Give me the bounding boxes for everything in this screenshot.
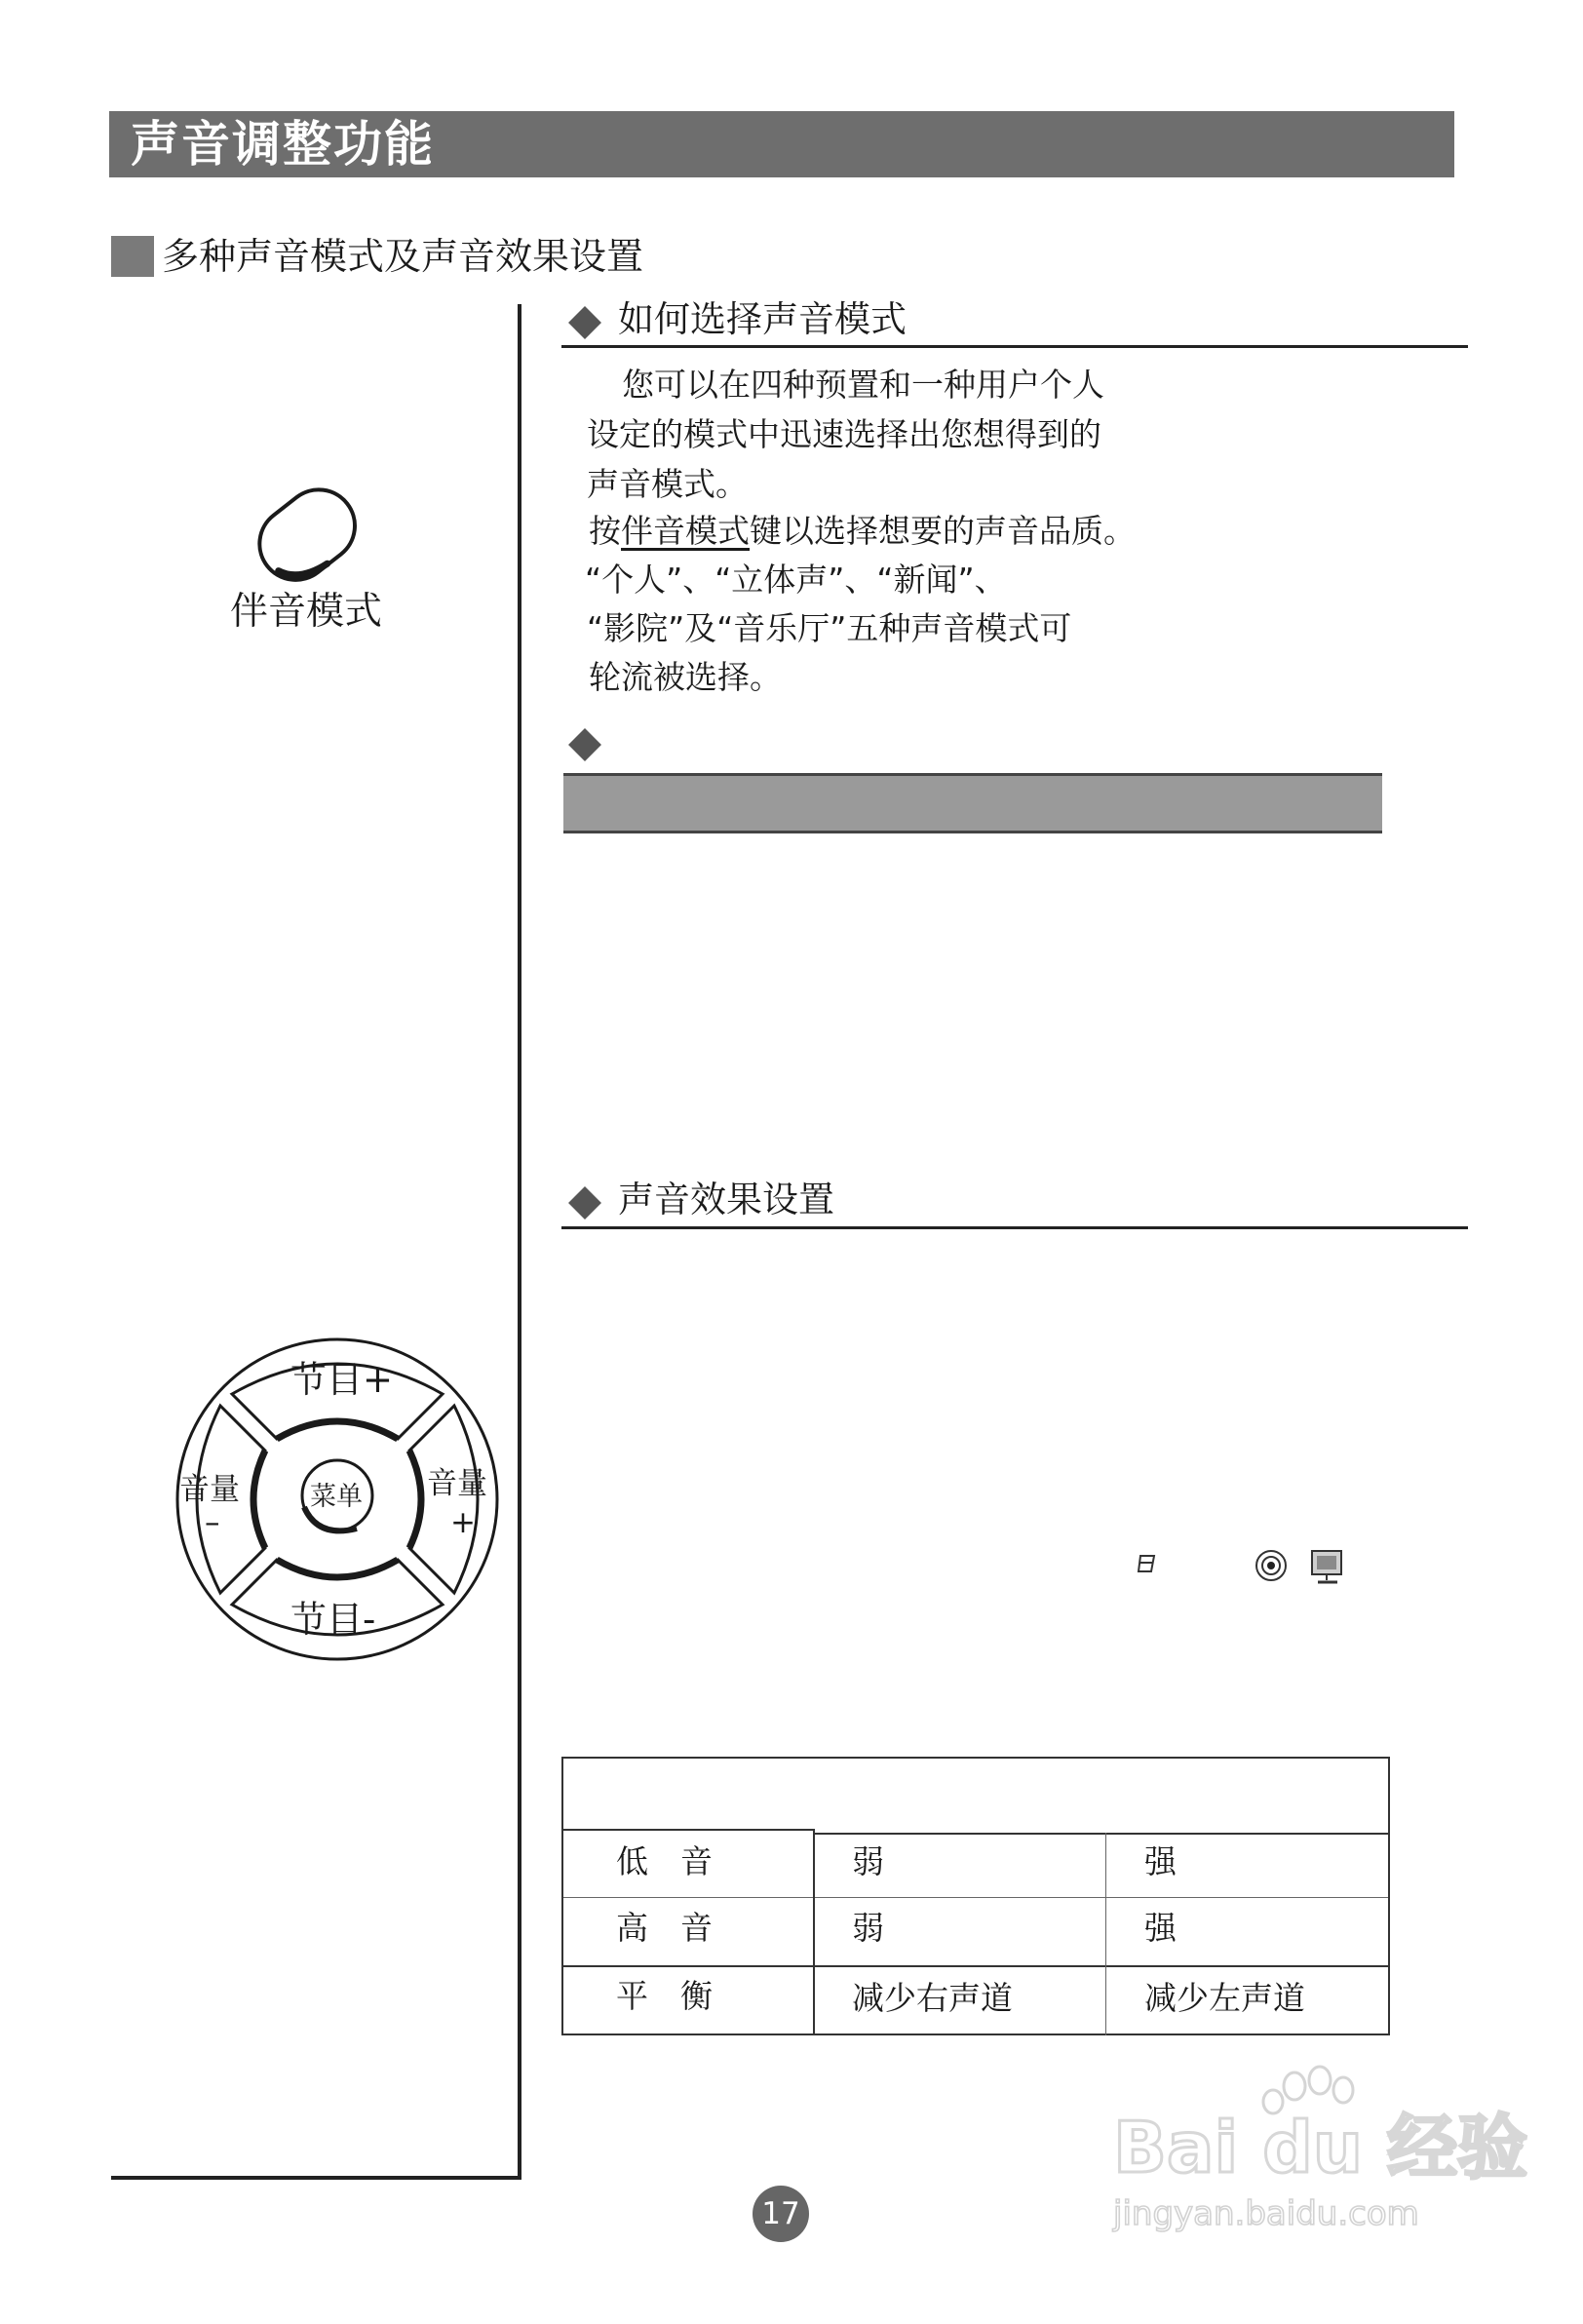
- press-prefix: 按: [589, 512, 621, 550]
- watermark-brand: Bai du 经验: [1113, 2107, 1528, 2188]
- page-icon: [1137, 1552, 1158, 1575]
- watermark-url: jingyan.baidu.com: [1113, 2194, 1419, 2233]
- volume-down-label: 音量: [179, 1472, 240, 1507]
- bottom-divider: [111, 2176, 521, 2180]
- sound-mode-line-3: 声音模式。: [587, 465, 748, 503]
- sound-effect-rule: [561, 1226, 1468, 1229]
- monitor-icon: [1308, 1548, 1347, 1587]
- table-cell: 弱: [852, 1842, 884, 1880]
- speaker-icon: [1254, 1548, 1289, 1583]
- mode-list-line-1: “个人”、“立体声”、“新闻”、: [585, 561, 1007, 599]
- press-key-line: [589, 507, 1136, 556]
- section-marker: [111, 236, 154, 277]
- baidu-watermark: [1111, 2067, 1528, 2242]
- table-row-label: 低 音: [616, 1842, 713, 1880]
- sound-mode-line-1: 您可以在四种预置和一种用户个人: [622, 366, 1104, 404]
- channel-up-label: 节目+: [290, 1359, 394, 1401]
- remote-control-pad: [172, 1334, 503, 1665]
- mode-list-line-2: “影院”及“音乐厅”五种声音模式可: [587, 609, 1072, 647]
- diamond-bullet: [568, 1186, 601, 1220]
- table-row-label: 平 衡: [616, 1977, 713, 2015]
- accompaniment-mode-label: 伴音模式: [230, 590, 383, 634]
- table-cell: 强: [1144, 1842, 1177, 1880]
- volume-up-label: 音量: [427, 1466, 487, 1501]
- sound-effect-heading: 声音效果设置: [618, 1179, 834, 1220]
- diamond-bullet: [568, 728, 601, 761]
- table-cell: 弱: [852, 1909, 884, 1947]
- table-row-label: 高 音: [616, 1909, 713, 1947]
- menu-bar-graphic: [563, 773, 1382, 833]
- sound-effect-table: [561, 1757, 1390, 2035]
- page-title: 声音调整功能: [131, 116, 435, 173]
- sound-mode-rule: [561, 345, 1468, 348]
- channel-down-label: 节目-: [290, 1599, 376, 1641]
- sound-mode-line-2: 设定的模式中迅速选择出您想得到的: [587, 415, 1101, 453]
- menu-label: 菜单: [310, 1482, 363, 1512]
- accompaniment-mode-button: [244, 478, 370, 595]
- volume-down-sign: –: [205, 1505, 220, 1540]
- press-suffix: 键以选择想要的声音品质。: [750, 512, 1136, 550]
- accompaniment-key-name: 伴音模式: [621, 512, 750, 550]
- page-title-banner: [109, 111, 1454, 177]
- section-title: 多种声音模式及声音效果设置: [162, 235, 644, 278]
- volume-up-sign: +: [450, 1505, 476, 1540]
- sound-mode-heading: 如何选择声音模式: [618, 298, 907, 340]
- column-divider: [518, 304, 521, 2180]
- diamond-bullet: [568, 306, 601, 339]
- table-cell: 减少右声道: [852, 1979, 1013, 2017]
- mode-list-line-3: 轮流被选择。: [589, 658, 782, 696]
- table-cell: 强: [1144, 1909, 1177, 1947]
- table-cell: 减少左声道: [1144, 1979, 1305, 2017]
- page-number: 17: [753, 2186, 809, 2242]
